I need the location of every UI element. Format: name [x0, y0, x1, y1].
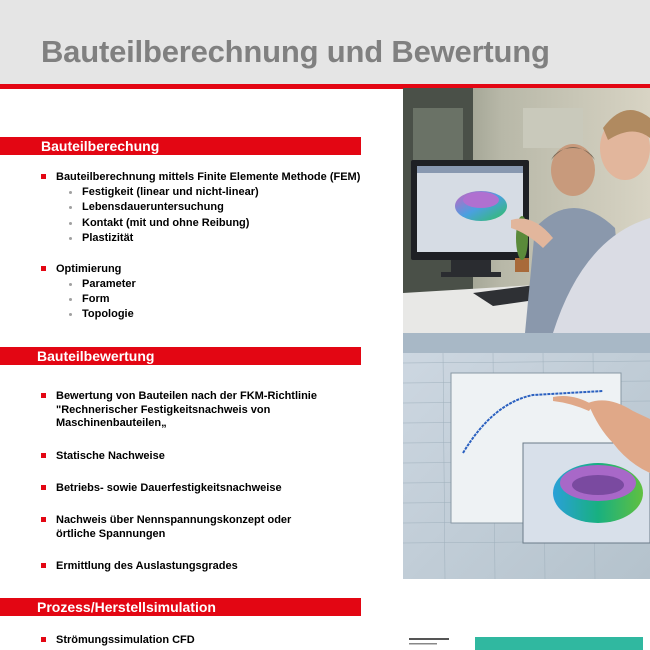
section-title-bewertung: Bauteilbewertung — [37, 348, 155, 364]
list-item: Optimierung — [56, 263, 122, 275]
section-title-berechnung: Bauteilberechung — [41, 138, 160, 154]
list-subitem: Form — [82, 293, 110, 305]
page-title: Bauteilberechnung und Bewertung — [41, 34, 550, 69]
photo-engineers — [403, 88, 650, 333]
list-item: Ermittlung des Auslastungsgrades — [56, 560, 238, 572]
list-item: Bauteilberechnung mittels Finite Elemente Methode (FEM) — [56, 171, 361, 183]
section-band-berechnung — [0, 137, 361, 155]
section-title-prozess: Prozess/Herstellsimulation — [37, 599, 216, 615]
list-item: Strömungssimulation CFD — [56, 634, 195, 646]
photo-thumbnail — [403, 634, 650, 650]
list-subitem: Topologie — [82, 308, 134, 320]
section-band-prozess — [0, 598, 361, 616]
list-subitem: Lebensdaueruntersuchung — [82, 201, 224, 213]
photo-chart-screen — [403, 333, 650, 579]
list-subitem: Festigkeit (linear und nicht-linear) — [82, 186, 259, 198]
list-subitem: Kontakt (mit und ohne Reibung) — [82, 217, 250, 229]
section-band-bewertung — [0, 347, 361, 365]
list-item: Nachweis über Nennspannungskonzept oder örtliche Spannungen — [56, 514, 316, 541]
header — [0, 0, 650, 84]
list-item: Betriebs- sowie Dauerfestigkeitsnachweise — [56, 482, 282, 494]
list-item: Bewertung von Bauteilen nach der FKM-Richtlinie "Rechnerischer Festigkeitsnachweis von Maschinenbauteilen„ — [56, 390, 336, 431]
list-subitem: Parameter — [82, 278, 136, 290]
list-item: Statische Nachweise — [56, 450, 165, 462]
list-subitem: Plastizität — [82, 232, 134, 244]
